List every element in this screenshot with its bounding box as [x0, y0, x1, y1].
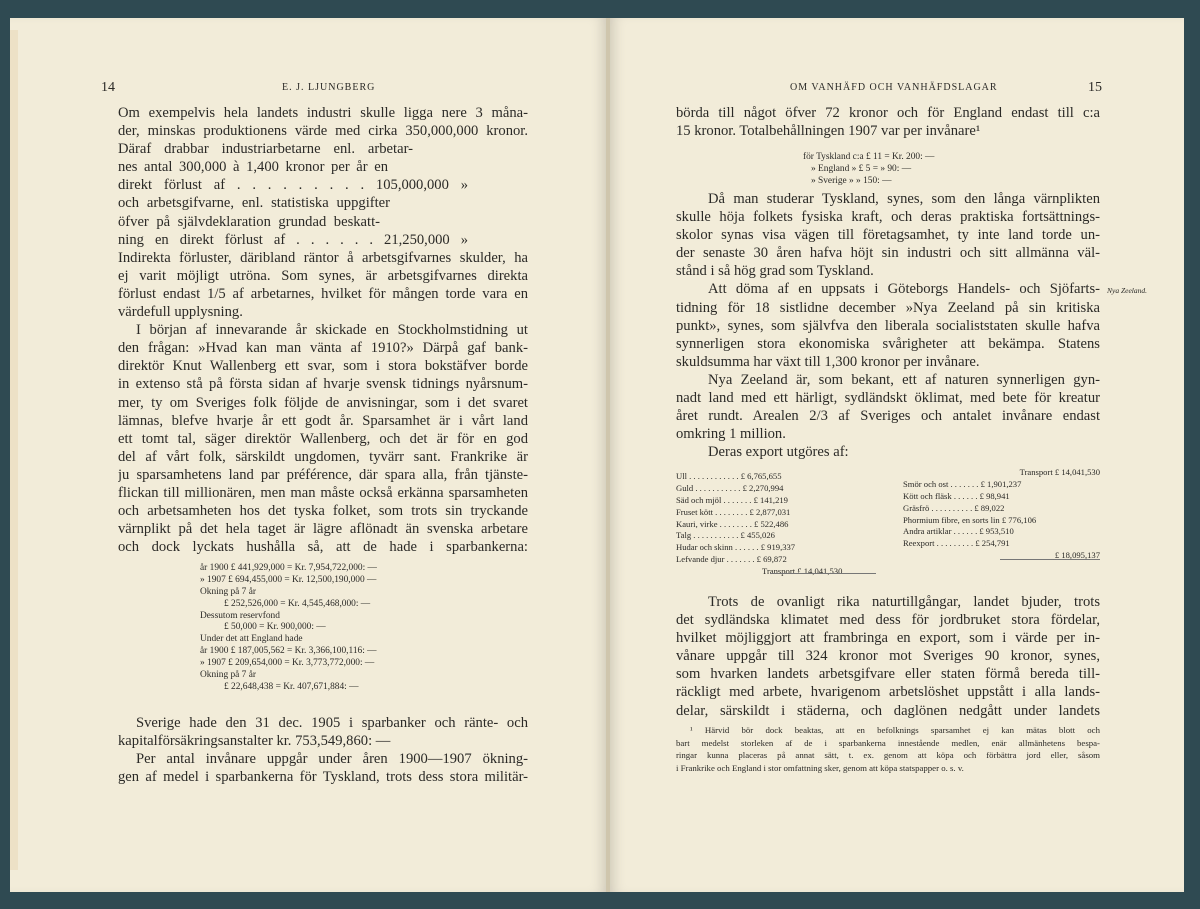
text-line: £ 22,648,438 = Kr. 407,671,884: —	[224, 681, 359, 692]
per-capita-table	[803, 152, 983, 188]
text-line: Säd och mjöl . . . . . . . £ 141,219	[676, 494, 788, 505]
export-table-left	[676, 470, 876, 577]
text-line: der, minskas produktionens värde med cirka 350,000,000 kronor.	[118, 123, 528, 140]
text-line: Då man studerar Tyskland, synes, som den långa värnplikten	[708, 191, 1100, 207]
text-line: der senaste 30 åren hafva höjt sin industri och sitt allmänna väl-	[676, 245, 1100, 262]
text-line: Lefvande djur . . . . . . . £ 69,872	[676, 554, 787, 565]
text-line: direktör Knut Wallenberg ett svar, som i stora bokstäfver borde	[118, 358, 528, 375]
text-line: omkring 1 million.	[676, 426, 786, 443]
export-right-rule	[1000, 559, 1100, 560]
text-line: ning en direkt förlust af . . . . . . 21,250,000 »	[118, 231, 468, 248]
text-line: £ 18,095,137	[1054, 550, 1100, 561]
text-line: år 1900 £ 187,005,562 = Kr. 3,366,100,116: —	[200, 646, 377, 657]
text-line: » 1907 £ 694,455,000 = Kr. 12,500,190,000 —	[200, 574, 377, 585]
text-line: Smör och ost . . . . . . . £ 1,901,237	[903, 478, 1022, 489]
right-page-number: 15	[1088, 80, 1102, 95]
text-line: ju sparsamhetens land par préférence, där spara alla, från tjänste-	[118, 466, 528, 483]
page-edge	[10, 30, 18, 870]
text-line: Hudar och skinn . . . . . . £ 919,337	[676, 542, 796, 553]
text-line: Phormium fibre, en sorts lin £ 776,106	[903, 514, 1037, 525]
text-line: Ökning på 7 år	[200, 670, 256, 681]
left-page-number: 14	[101, 80, 115, 95]
text-line: Sverige hade den 31 dec. 1905 i sparbanker och ränte- och	[136, 715, 528, 731]
text-line: den frågan: »Hvad kan man vänta af 1910?» Därpå gaf bank-	[118, 340, 528, 357]
text-line: året rundt. Arealen 2/3 af Sveriges och antalet invånare endast	[676, 408, 1100, 425]
text-line: lämnas, blefve hvarje år ett godt år. Sparsamhet är i vårt land	[118, 412, 528, 429]
text-line: » Sverige » » 150: —	[811, 175, 892, 186]
text-line: för Tyskland c:a £ 11 = Kr. 200: —	[803, 152, 935, 162]
left-paragraph-2	[118, 714, 528, 786]
text-line: börda till något öfver 72 kronor och för England endast till c:a	[676, 105, 1100, 121]
text-line: räckligt med arbete, hvarigenom arbetslöshet uppstått i alla lands-	[676, 684, 1100, 701]
text-line: direkt förlust af . . . . . . . . . 105,000,000 »	[118, 177, 468, 194]
text-line: £ 252,526,000 = Kr. 4,545,468,000: —	[224, 598, 371, 609]
text-line: 15 kronor. Totalbehållningen 1907 var per invånare¹	[676, 123, 981, 140]
text-line: £ 50,000 = Kr. 900,000: —	[224, 622, 326, 633]
text-line: värdefull upplysning.	[118, 304, 243, 321]
right-running-header: OM VANHÄFD OCH VANHÄFDSLAGAR	[790, 82, 998, 93]
text-line: Nya Zeeland är, som bekant, ett af naturen synnerligen gyn-	[708, 371, 1100, 388]
text-line: ¹ Härvid bör dock beaktas, att en befolknings sparsamhet ej kan mätas blott och	[690, 725, 1100, 735]
text-line: Andra artiklar . . . . . . £ 953,510	[903, 526, 1014, 537]
text-line: och arbetsgifvarne, enl. statistiska uppgifter	[118, 195, 390, 212]
text-line: Per antal invånare uppgår under åren 1900—1907 ökning-	[136, 751, 528, 768]
text-line: Dessutom reservfond	[200, 610, 280, 621]
text-line: och dock lyckats hushålla så, att de hade i sparbankerna:	[118, 539, 528, 556]
text-line: vånare uppgår till 324 kronor mot Sveriges 90 kronor, synes,	[676, 648, 1100, 665]
footnote	[676, 724, 1100, 774]
text-line: förlust endast 1/5 af arbetarnes, hvilket för mången torde vara en	[118, 285, 528, 302]
text-line: som hvarken landets arbetsgifvare eller staten förmå bereda till-	[676, 666, 1100, 683]
text-line: skulle höja folkets fysiska kraft, och deras praktiska fortsättnings-	[676, 209, 1100, 226]
text-line: ett tomt tal, säger direktör Wallenberg, och det är för en god	[118, 430, 528, 447]
export-left-rule	[770, 573, 876, 574]
text-line: Transport £ 14,041,530	[1019, 467, 1100, 477]
right-paragraph-1	[676, 104, 1100, 140]
text-line: i Frankrike och England i stor omfattning sker, genom att köpa statspapper o. s. v.	[676, 762, 964, 773]
text-line: Ökning på 7 år	[200, 586, 256, 597]
text-line: Gräsfrö . . . . . . . . . . £ 89,022	[903, 502, 1005, 513]
text-line: Deras export utgöres af:	[708, 444, 849, 461]
text-line: Under det att England hade	[200, 634, 303, 645]
text-line: ringar kunna placeras på annat sätt, t. ex. genom att köpa och förbättra jord eller, såsom	[676, 750, 1100, 760]
text-line: Kött och fläsk . . . . . . £ 98,941	[903, 490, 1010, 501]
text-line: mer, ty om Sveriges folk följde de anvisningar, som i det svaret	[118, 394, 528, 411]
text-line: Ull . . . . . . . . . . . . £ 6,765,655	[676, 471, 782, 481]
text-line: hvilket möjliggjort att frambringa en export, som i värde per in-	[676, 630, 1100, 647]
text-line: öfver på självdeklaration grundad beskatt-	[118, 213, 380, 230]
text-line: nes antal 300,000 à 1,400 kronor per år en	[118, 159, 388, 176]
text-line: år 1900 £ 441,929,000 = Kr. 7,954,722,000: —	[200, 563, 377, 573]
margin-note: Nya Zeeland.	[1107, 286, 1147, 295]
text-line: Att döma af en uppsats i Göteborgs Handels- och Sjöfarts-	[708, 281, 1100, 298]
left-paragraph-1	[118, 104, 528, 556]
savings-table	[200, 563, 460, 694]
text-line: gen af medel i sparbankerna för Tyskland, trots dess stora militär-	[118, 769, 528, 786]
text-line: Indirekta förluster, däribland räntor å arbetsgifvarnes skulder, ha	[118, 249, 528, 266]
text-line: Kauri, virke . . . . . . . . £ 522,486	[676, 518, 789, 529]
text-line: » 1907 £ 209,654,000 = Kr. 3,773,772,000: —	[200, 658, 375, 669]
text-line: Trots de ovanligt rika naturtillgångar, landet bjuder, trots	[708, 594, 1100, 610]
export-table-right	[903, 466, 1100, 561]
text-line: och arbetsamheten hos det tyska folket, som trots sin tryckande	[118, 503, 528, 520]
book-spine	[606, 18, 610, 892]
text-line: del af vårt folk, särskildt ungdomen, tyvärr sant. Frankrike är	[118, 448, 528, 465]
text-line: nadt land med ett härligt, sydländskt öklimat, med bete för kreatur	[676, 390, 1100, 407]
text-line: ej varit möjligt utröna. Som synes, är arbetsgifvarnes direkta	[118, 267, 528, 284]
text-line: stånd i så hög grad som Tyskland.	[676, 263, 874, 280]
text-line: » England » £ 5 = » 90: —	[811, 163, 912, 174]
text-line: delar, särskildt i städerna, och daglönen nedgått under landets	[676, 702, 1100, 719]
text-line: Guld . . . . . . . . . . . £ 2,270,994	[676, 482, 784, 493]
text-line: Transport £ 14,041,530	[762, 566, 843, 577]
text-line: skolor synas visa vägen till företagsamhet, ty inte land torde un-	[676, 227, 1100, 244]
text-line: bart medelst storleken af de i sparbankerna innestående medlen, enär allmänhetens bespa-	[676, 737, 1100, 748]
text-line: det sydländska klimatet med dess för jordbruket stora fördelar,	[676, 612, 1100, 629]
text-line: Om exempelvis hela landets industri skulle ligga nere 3 måna-	[118, 105, 528, 121]
text-line: flickan till millionären, men man måste också erkänna sparsamheten	[118, 484, 528, 501]
text-line: tidning för 18 sistlidne december »Nya Zeeland på sin kritiska	[676, 299, 1100, 316]
text-line: värnplikt på det hela taget är lägre aflönadt än svenska arbetare	[118, 521, 528, 538]
text-line: punkt», synes, som självfva den liberala socialiststaten skulle hafva	[676, 317, 1100, 334]
text-line: Reexport . . . . . . . . . £ 254,791	[903, 538, 1010, 549]
text-line: Däraf drabbar industriarbetarne enl. arbetar-	[118, 141, 413, 158]
text-line: synnerligen stora ekonomiska svårigheter att bekämpa. Statens	[676, 335, 1100, 352]
left-running-header: E. J. LJUNGBERG	[282, 82, 376, 93]
text-line: Talg . . . . . . . . . . . £ 455,026	[676, 530, 775, 541]
text-line: I början af innevarande år skickade en Stockholmstidning ut	[136, 322, 528, 339]
text-line: in extenso stå på första sidan af hvarje svensk tidnings nyårsnum-	[118, 376, 528, 393]
right-paragraph-3	[676, 593, 1100, 720]
right-paragraph-2	[676, 190, 1100, 461]
text-line: Fruset kött . . . . . . . . £ 2,877,031	[676, 506, 791, 517]
text-line: skuldsumma har växt till 1,300 kronor per invånare.	[676, 353, 980, 370]
text-line: kapitalförsäkringsanstalter kr. 753,549,860: —	[118, 733, 391, 750]
